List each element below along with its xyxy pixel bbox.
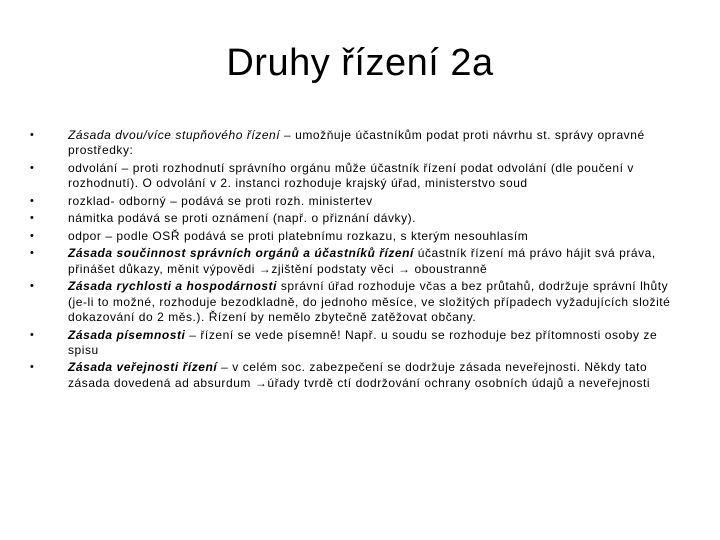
bullet-text: Zásada rychlosti a hospodárnosti bbox=[68, 279, 281, 294]
bullet-item bbox=[30, 360, 680, 391]
bullet-dot: • bbox=[30, 328, 35, 341]
bullet-dot: • bbox=[30, 161, 35, 174]
bullet-text: Zásada dvou/více stupňového řízení – bbox=[68, 128, 296, 142]
bullet-item bbox=[30, 328, 680, 359]
bullet-text: odvolání – proti rozhodnutí správního orgánu může účastník řízení podat odvolání (dle poučení v rozhodnutí). O odvolání v 2. instanci rozhoduje krajský úřad, ministerstvo soud bbox=[68, 160, 634, 191]
bullet-item bbox=[30, 279, 680, 325]
bullet-text: – bbox=[217, 360, 233, 375]
bullet-text: námitka podává se proti oznámení (např. o přiznání dávky). bbox=[68, 211, 417, 226]
bullet-dot: • bbox=[30, 247, 35, 260]
bullet-text: Zásada veřejnosti řízení bbox=[68, 360, 218, 375]
bullet-dot: • bbox=[30, 361, 35, 374]
bullet-item bbox=[30, 211, 680, 226]
bullet-text: účastník řízení má právo hájit svá práva, přinášet důkazy, měnit výpovědi →zjištění podstaty věci → oboustranně bbox=[68, 246, 656, 276]
bullet-text: – bbox=[185, 327, 201, 342]
bullet-dot: • bbox=[30, 229, 35, 242]
bullet-dot: • bbox=[30, 194, 35, 207]
bullet-text: Zásada písemnosti bbox=[68, 327, 186, 342]
bullet-text: rozklad- odborný – podává se proti rozh. ministertev bbox=[68, 193, 373, 208]
bullet-item bbox=[30, 128, 680, 159]
slide-title: Druhy řízení 2a bbox=[226, 42, 494, 84]
bullet-text: odpor – podle OSŘ podává se proti platebnímu rozkazu, s kterým nesouhlasím bbox=[68, 228, 529, 243]
bullet-dot: • bbox=[30, 212, 35, 225]
bullet-text: Zásada součinnost správních orgánů a účastníků řízení bbox=[68, 246, 418, 261]
bullet-dot: • bbox=[30, 129, 35, 141]
bullet-item bbox=[30, 229, 680, 244]
bullet-item bbox=[30, 194, 680, 209]
bullet-text: v celém soc. zabezpečení se dodržuje zásada neveřejnosti. Někdy tato zásada dovedená ad absurdum →úřady tvrdě ctí dodržování ochrany osobních údajů a neveřejnosti bbox=[68, 360, 651, 390]
bullet-text: správní úřad rozhoduje včas a bez průtahů, dodržuje správní lhůty (je-li to možné, rozhoduje bezodkladně, do jednoho měsíce, ve složitých případech vyžadujících složité dokazování do 2 měs.). Řízení by nemělo zbytečně zatěžovat občany. bbox=[68, 279, 671, 325]
bullet-text: umožňuje účastníkům podat proti návrhu st. správy opravné prostředky: bbox=[68, 128, 645, 158]
bullet-dot: • bbox=[30, 280, 35, 293]
bullet-text: řízení se vede písemně! Např. u soudu se rozhoduje bez přítomnosti osoby ze spisu bbox=[68, 327, 658, 357]
bullet-item bbox=[30, 246, 680, 277]
bullet-list bbox=[30, 128, 680, 393]
bullet-item bbox=[30, 161, 680, 192]
